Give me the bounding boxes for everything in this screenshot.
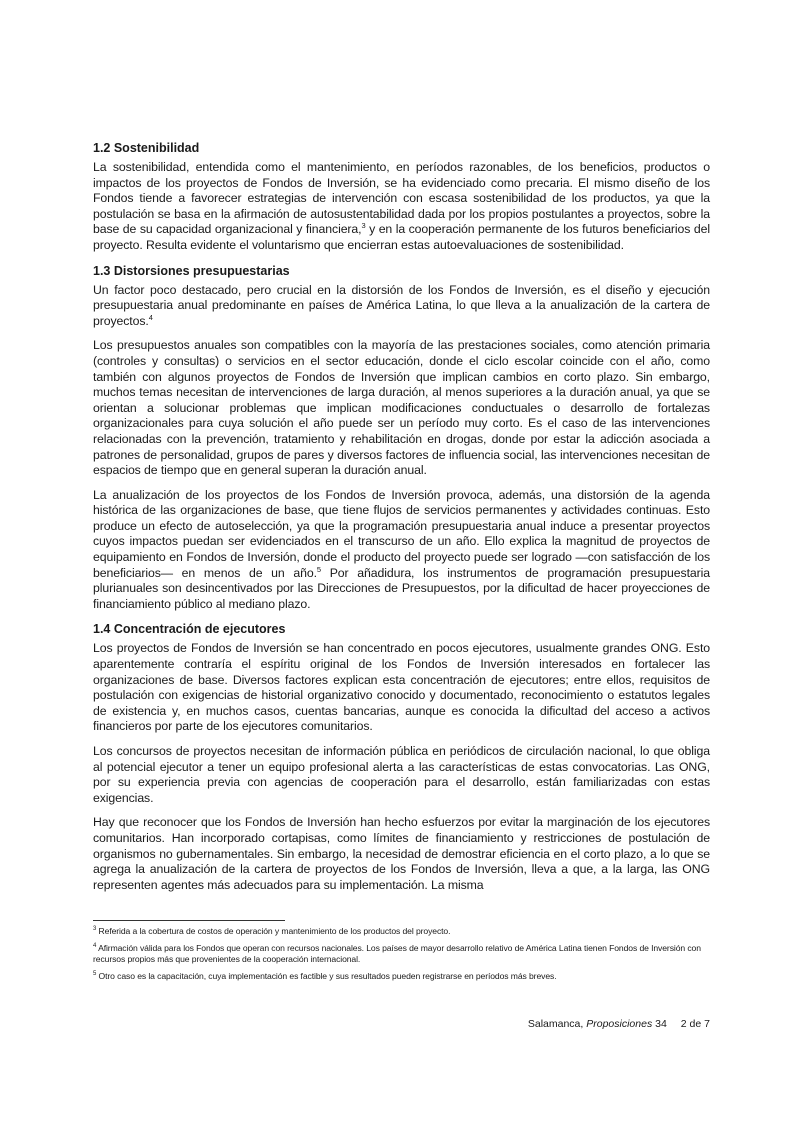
footnote-number: 3	[93, 926, 97, 933]
paragraph: Hay que reconocer que los Fondos de Inversión han hecho esfuerzos por evitar la marginación de los ejecutores comunitarios. Han incorporado cortapisas, como límites de financiamiento y restricciones de postulación de organismos no gubernamentales. Sin embargo, la necesidad de demostrar eficiencia en el corto plazo, a lo que se agrega la anualización de la cartera de proyectos de los Fondos de Inversión, lleva a que, a la larga, las ONG representen agentes más adecuados para su implementación. La misma	[93, 815, 710, 892]
section-concentracion	[93, 621, 710, 893]
footnote-number: 5	[93, 970, 97, 977]
paragraph: La sostenibilidad, entendida como el mantenimiento, en períodos razonables, de los beneficios, productos o impactos de los proyectos de Fondos de Inversión, se ha evidenciado como precaria. El mismo diseño de los Fondos tiende a favorecer estrategias de intervención con escasa sostenibilidad de los productos, ya que la postulación se basa en la afirmación de autosustentabilidad dada por los propios postulantes a proyectos, sobre la base de su capacidad organizacional y financiera,$^3$ y en la cooperación permanente de los futuros beneficiarios del proyecto. Resulta evidente el voluntarismo que encierran estas autoevaluaciones de sostenibilidad.	[93, 160, 710, 252]
section-heading: 1.3 Distorsiones presupuestarias	[93, 263, 290, 278]
footnotes	[93, 926, 710, 987]
footnote-ref: 5	[316, 564, 321, 574]
paragraph: Los proyectos de Fondos de Inversión se han concentrado en pocos ejecutores, usualmente grandes ONG. Esto aparentemente contraría el espíritu original de los Fondos de Inversión interesados en fortalecer las organizaciones de base. Diversos factores explican esta concentración de ejecutores; entre ellos, requisitos de postulación con exigencias de historial organizativo conocido y documentado, reconocimiento o estatutos legales de existencia y, en muchos casos, cuentas bancarias, aunque es conocida la dificultad del acceso a activos financieros por parte de los ejecutores comunitarios.	[93, 641, 710, 734]
section-sostenibilidad	[93, 140, 710, 254]
page-footer	[498, 1018, 710, 1030]
footnote-ref: 4	[148, 312, 153, 322]
footnote: $^4$ Afirmación válida para los Fondos que operan con recursos nacionales. Los países de mayor desarrollo relativo de América Latina tienen Fondos de Inversión con recursos propios más que provenientes de la cooperación internacional.	[93, 942, 701, 964]
document-body	[93, 140, 710, 902]
footnote: $^3$ Referida a la cobertura de costos de operación y mantenimiento de los productos del proyecto.	[93, 926, 451, 936]
paragraph: Los presupuestos anuales son compatibles con la mayoría de las prestaciones sociales, como atención primaria (controles y consultas) o servicios en el sector educación, donde el ciclo escolar coincide con el año, como también con algunos proyectos de Fondos de Inversión que implican cambios en corto plazo. Sin embargo, muchos temas necesitan de intervenciones de larga duración, al menos superiores a la duración anual, ya que se orientan a solucionar problemas que implican modificaciones conductuales o desarrollo de fortalezas organizacionales para cuya solución el año puede ser un período muy corto. Es el caso de las intervenciones relacionadas con la prevención, tratamiento y rehabilitación en drogas, donde por estar la adicción asociada a patrones de personalidad, grupos de pares y diversos factores de influencia social, las intervenciones necesitan de espacios de tiempo que en general superan la duración anual.	[93, 338, 710, 478]
page-number: 2 de 7	[680, 1018, 710, 1030]
citation: Salamanca, Proposiciones 34	[527, 1018, 667, 1030]
section-distorsiones	[93, 263, 710, 613]
journal-name: Proposiciones	[586, 1018, 653, 1030]
paragraph: Un factor poco destacado, pero crucial en la distorsión de los Fondos de Inversión, es el diseño y ejecución presupuestaria anual predominante en países de América Latina, lo que lleva a la anualización de la cartera de proyectos.$^4$	[93, 282, 710, 328]
footnote: $^5$ Otro caso es la capacitación, cuya implementación es factible y sus resultados pueden registrarse en períodos más breves.	[93, 970, 557, 981]
section-heading: 1.2 Sostenibilidad	[93, 141, 200, 155]
footnote-divider	[93, 920, 285, 921]
paragraph: Los concursos de proyectos necesitan de información pública en periódicos de circulación nacional, lo que obliga al potencial ejecutor a tener un equipo profesional alerta a las características de estas convocatorias. Las ONG, por su experiencia previa con agencias de cooperación para el desarrollo, están familiarizadas con estas exigencias.	[93, 744, 710, 805]
paragraph: La anualización de los proyectos de los Fondos de Inversión provoca, además, una distorsión de la agenda histórica de las organizaciones de base, que tiene flujos de servicios permanentes y actividades continuas. Esto produce un efecto de autoselección, ya que la programación presupuestaria anual induce a presentar proyectos cuyos impactos puedan ser evidenciados en el transcurso de un año. Ello explica la magnitud de proyectos de equipamiento en Fondos de Inversión, donde el producto del proyecto puede ser logrado —con satisfacción de los beneficiarios— en menos de un año.$^5$ Por añadidura, los instrumentos de programación presupuestaria plurianuales son desincentivados por las Direcciones de Presupuestos, por la dificultad de hacer proyecciones de financiamiento público al mediano plazo.	[93, 487, 710, 611]
footnote-ref: 3	[361, 221, 366, 231]
section-heading: 1.4 Concentración de ejecutores	[93, 622, 286, 637]
footnote-number: 4	[93, 942, 97, 949]
